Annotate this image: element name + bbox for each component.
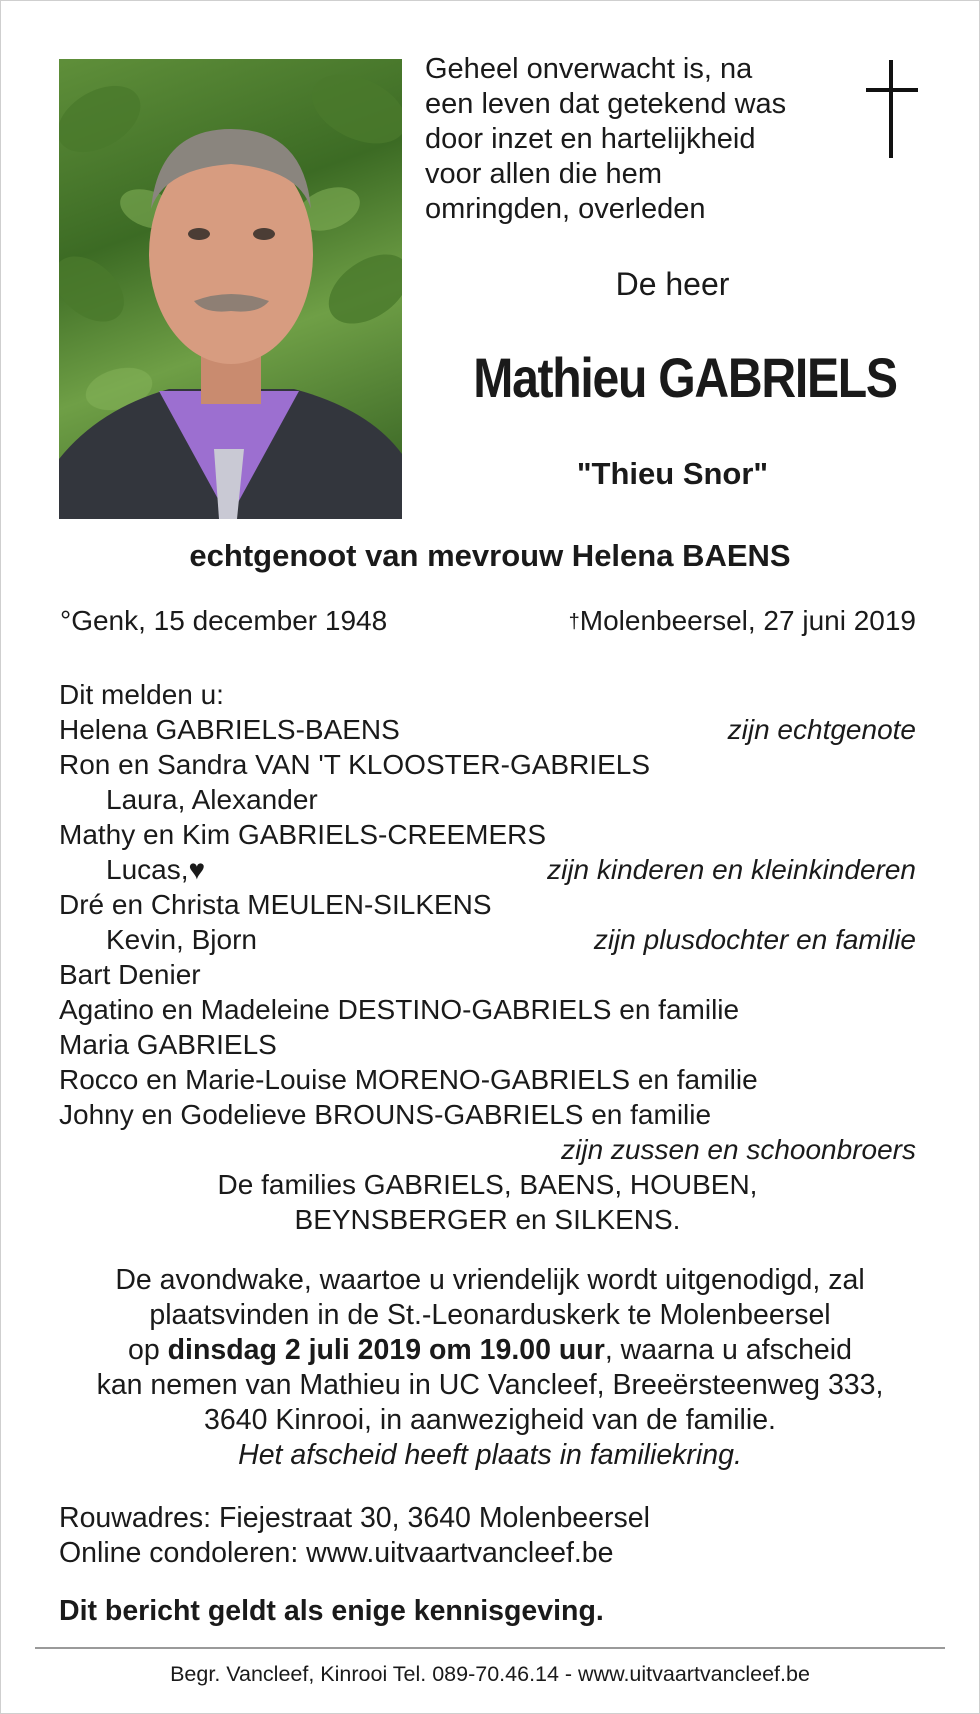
family-list <box>59 677 916 1237</box>
list-item <box>59 1062 916 1097</box>
list-item <box>59 1027 916 1062</box>
list-item <box>59 922 916 957</box>
nickname: "Thieu Snor" <box>576 456 769 491</box>
service-date: dinsdag 2 juli 2019 om 19.00 uur <box>167 1334 605 1366</box>
service-line: De avondwake, waartoe u vriendelijk wordt uitgenodigd, zal <box>115 1264 865 1296</box>
family-name: Kevin, Bjorn <box>106 924 257 955</box>
list-item <box>59 712 916 747</box>
family-name: Ron en Sandra VAN 'T KLOOSTER-GABRIELS <box>59 749 650 780</box>
intro-text <box>425 52 825 227</box>
intro-line: door inzet en hartelijkheid <box>425 123 756 155</box>
intro-line: omringden, overleden <box>425 193 706 225</box>
family-name: Rocco en Marie-Louise MORENO-GABRIELS en familie <box>59 1064 758 1095</box>
service-line: 3640 Kinrooi, in aanwezigheid van de familie. <box>204 1404 776 1436</box>
list-item <box>59 1097 916 1132</box>
intro-line: een leven dat getekend was <box>425 88 787 120</box>
divider <box>35 1647 945 1649</box>
deceased-name: Mathieu GABRIELS <box>473 346 897 409</box>
mourning-address: Rouwadres: Fiejestraat 30, 3640 Molenbeersel <box>59 1502 650 1534</box>
list-item <box>59 1132 916 1167</box>
family-name: Mathy en Kim GABRIELS-CREEMERS <box>59 819 547 850</box>
online-condolence: Online condoleren: www.uitvaartvancleef.be <box>59 1537 614 1569</box>
spouse-line: echtgenoot van mevrouw Helena BAENS <box>189 538 791 573</box>
relation-label: zijn echtgenote <box>727 714 916 745</box>
relation-label: zijn zussen en schoonbroers <box>561 1134 916 1165</box>
list-item <box>59 747 916 782</box>
dagger-icon: † <box>568 611 580 633</box>
list-item <box>59 782 916 817</box>
family-name: De families GABRIELS, BAENS, HOUBEN, <box>217 1169 758 1200</box>
death-text: Molenbeersel, 27 juni 2019 <box>579 605 916 636</box>
relation-label: zijn kinderen en kleinkinderen <box>547 854 916 885</box>
death-info <box>569 605 916 637</box>
family-name: Laura, Alexander <box>106 784 318 815</box>
footer-text: Begr. Vancleef, Kinrooi Tel. 089-70.46.14 - www.uitvaartvancleef.be <box>170 1662 810 1686</box>
birth-info: °Genk, 15 december 1948 <box>60 605 388 636</box>
family-name: Helena GABRIELS-BAENS <box>59 714 400 745</box>
cross-icon <box>862 60 922 160</box>
title-prefix: De heer <box>615 266 730 302</box>
family-name: Dit melden u: <box>59 679 224 710</box>
family-name: Bart Denier <box>59 959 201 990</box>
list-item <box>59 1167 916 1202</box>
notice-text: Dit bericht geldt als enige kennisgeving. <box>59 1595 604 1627</box>
list-item <box>59 677 916 712</box>
list-item <box>59 817 916 852</box>
family-name: Lucas,♥ <box>106 854 206 885</box>
list-item <box>59 992 916 1027</box>
service-text: op <box>128 1334 168 1366</box>
relation-label: zijn plusdochter en familie <box>593 924 916 955</box>
service-text: , waarna u afscheid <box>604 1334 852 1366</box>
service-note: Het afscheid heeft plaats in familiekring. <box>238 1439 742 1471</box>
service-line <box>0 1333 980 1368</box>
service-line: kan nemen van Mathieu in UC Vancleef, Breeërsteenweg 333, <box>96 1369 884 1401</box>
service-info <box>0 1263 980 1473</box>
list-item <box>59 887 916 922</box>
portrait-photo <box>59 59 402 519</box>
service-line: plaatsvinden in de St.-Leonarduskerk te Molenbeersel <box>149 1299 831 1331</box>
list-item <box>59 852 916 887</box>
family-name: Maria GABRIELS <box>59 1029 277 1060</box>
family-name: Dré en Christa MEULEN-SILKENS <box>59 889 492 920</box>
intro-line: Geheel onverwacht is, na <box>425 53 753 85</box>
contact-info <box>59 1501 650 1571</box>
family-name: Agatino en Madeleine DESTINO-GABRIELS en familie <box>59 994 740 1025</box>
family-name: BEYNSBERGER en SILKENS. <box>294 1204 681 1235</box>
intro-line: voor allen die hem <box>425 158 662 190</box>
family-name: Johny en Godelieve BROUNS-GABRIELS en familie <box>59 1099 712 1130</box>
list-item <box>59 1202 916 1237</box>
list-item <box>59 957 916 992</box>
